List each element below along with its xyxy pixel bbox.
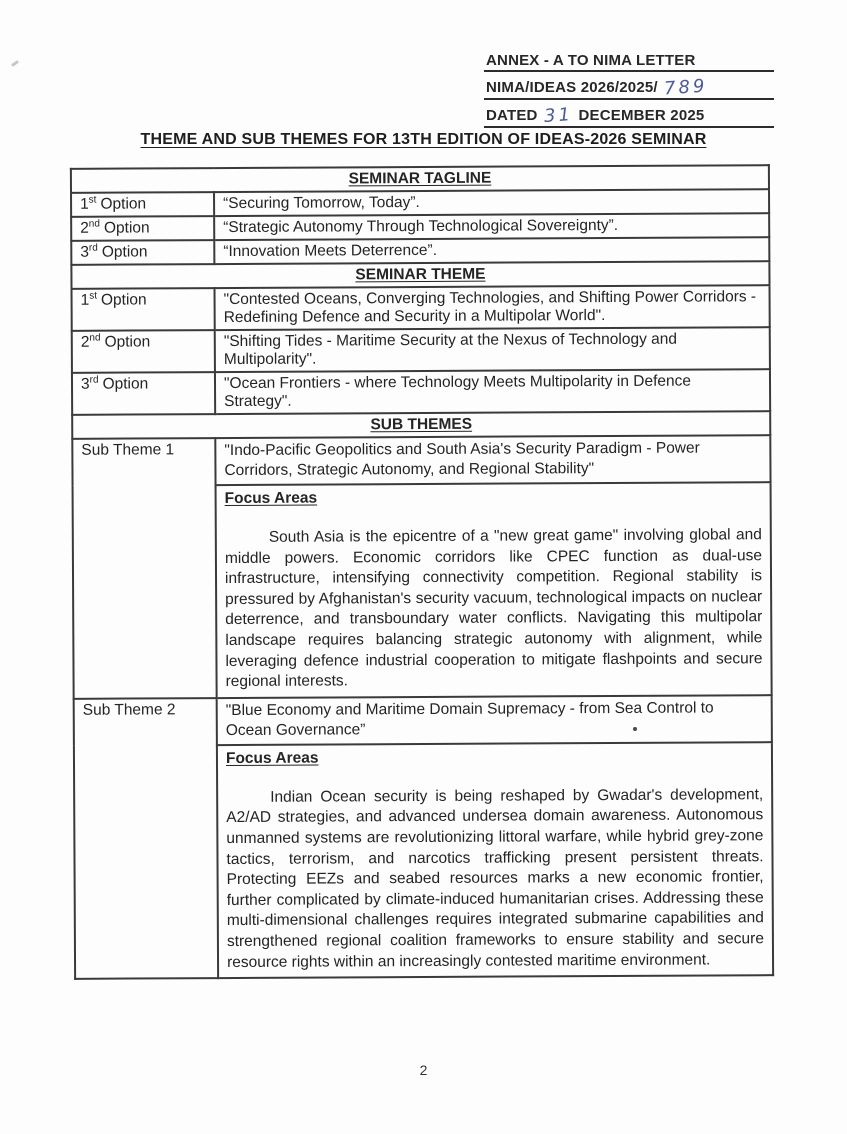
annex-header	[484, 52, 774, 132]
ordinal-suffix: st	[89, 290, 97, 302]
option-word: Option	[102, 375, 149, 393]
table-row	[71, 213, 769, 241]
annex-line-2	[484, 76, 774, 100]
option-word: Option	[103, 219, 150, 237]
table-row	[72, 435, 770, 486]
table-row	[71, 189, 769, 217]
option-word: Option	[101, 243, 148, 261]
subtheme-2-focus-cell	[217, 742, 773, 978]
focus-areas-heading-2: Focus Areas	[225, 749, 319, 767]
ordinal: 1	[80, 195, 89, 213]
document-title: THEME AND SUB THEMES FOR 13TH EDITION OF IDEAS-2026 SEMINAR	[140, 131, 707, 148]
ordinal: 2	[80, 333, 90, 351]
subtheme-1-focus-cell	[216, 482, 772, 698]
table-row	[71, 237, 769, 265]
page-number: 2	[419, 1062, 428, 1078]
table-row	[72, 369, 770, 415]
tagline-option-1-label	[71, 192, 214, 217]
theme-option-2-text: "Shifting Tides - Maritime Security at the Nexus of Technology and Multipolarity".	[215, 327, 770, 372]
ordinal-suffix: rd	[89, 374, 99, 386]
date-month-year: DECEMBER 2025	[578, 107, 705, 124]
theme-option-1-text: "Contested Oceans, Converging Technologies, and Shifting Power Corridors - Redefining Defence and Security in a Multipolar World".	[215, 285, 770, 330]
option-word: Option	[100, 291, 147, 309]
annex-line-1: ANNEX - A TO NIMA LETTER	[484, 52, 774, 72]
themes-table	[70, 164, 774, 980]
ordinal-suffix: nd	[88, 218, 100, 230]
scan-artifact-dash	[11, 60, 19, 67]
focus-areas-heading-1: Focus Areas	[224, 489, 318, 507]
subtheme-1-label: Sub Theme 1	[72, 438, 216, 699]
subtheme-2-paragraph: Indian Ocean security is being reshaped by Gwadar's development, A2/AD strategies, and advanced undersea domain awareness. Autonomous unmanned systems are revolutionizing littoral warfare, while hybrid grey-zone tactics, terrorism, and narcotics trafficking present persistent threats. Protecting EEZs and seabed resources marks a new economic frontier, further complicated by climate-induced humanitarian crises. Addressing these multi-dimensional challenges requires integrated submarine capabilities and strengthened regional coalition frameworks to ensure stability and secure resource rights within an increasingly contested maritime environment.	[226, 785, 764, 971]
option-word: Option	[104, 333, 151, 351]
date-day-handwritten: 31	[542, 104, 574, 127]
scan-artifact-dot	[633, 727, 637, 731]
subtheme-2-label: Sub Theme 2	[74, 698, 218, 979]
tagline-option-1-text: “Securing Tomorrow, Today”.	[214, 189, 769, 216]
ordinal: 3	[80, 243, 89, 261]
section-heading-subthemes: SUB THEMES	[72, 411, 770, 439]
ordinal-suffix: nd	[89, 332, 101, 344]
annex-line-3	[484, 104, 774, 128]
tagline-option-3-text: “Innovation Meets Deterrence”.	[214, 237, 769, 264]
tagline-option-2-label	[71, 216, 214, 241]
ordinal: 3	[80, 375, 90, 393]
section-heading-tagline: SEMINAR TAGLINE	[71, 165, 769, 193]
theme-option-3-text: "Ocean Frontiers - where Technology Meets Multipolarity in Defence Strategy".	[215, 369, 770, 414]
theme-option-1-label	[72, 288, 215, 331]
table-row	[72, 285, 770, 331]
ordinal: 1	[80, 291, 90, 309]
ordinal-suffix: st	[88, 194, 97, 206]
dated-label: DATED	[486, 107, 538, 124]
tagline-option-3-label	[71, 240, 214, 265]
section-heading-theme: SEMINAR THEME	[71, 261, 769, 289]
tagline-option-2-text: “Strategic Autonomy Through Technological Sovereignty”.	[214, 213, 769, 240]
ordinal-suffix: rd	[88, 242, 98, 254]
table-row	[71, 165, 769, 193]
ref-number-handwritten: 789	[663, 75, 708, 100]
themes-table-wrapper	[70, 164, 774, 980]
table-row	[72, 411, 770, 439]
ordinal: 2	[80, 219, 89, 237]
theme-option-3-label	[72, 372, 215, 415]
option-word: Option	[100, 195, 147, 213]
subtheme-1-title: "Indo-Pacific Geopolitics and South Asia's Security Paradigm - Power Corridors, Strategic Autonomy, and Regional Stability"	[215, 435, 770, 485]
ref-number-printed: NIMA/IDEAS 2026/2025/	[486, 79, 658, 96]
subtheme-2-title: "Blue Economy and Maritime Domain Supremacy - from Sea Control to Ocean Governance”	[217, 695, 772, 745]
theme-option-2-label	[72, 330, 215, 373]
table-row	[71, 261, 769, 289]
subtheme-1-paragraph: South Asia is the epicentre of a "new great game" involving global and middle powers. Economic corridors like CPEC function as dual-use infrastructure, intensifying connectivity competition. Regional stability is pressured by Afghanistan's security vacuum, technological impacts on nuclear deterrence, and transboundary water conflicts. Navigating this multipolar landscape requires balancing strategic autonomy with alignment, while leveraging defence industrial cooperation to mitigate flashpoints and secure regional interests.	[224, 526, 763, 691]
table-row	[74, 695, 772, 746]
table-row	[72, 327, 770, 373]
